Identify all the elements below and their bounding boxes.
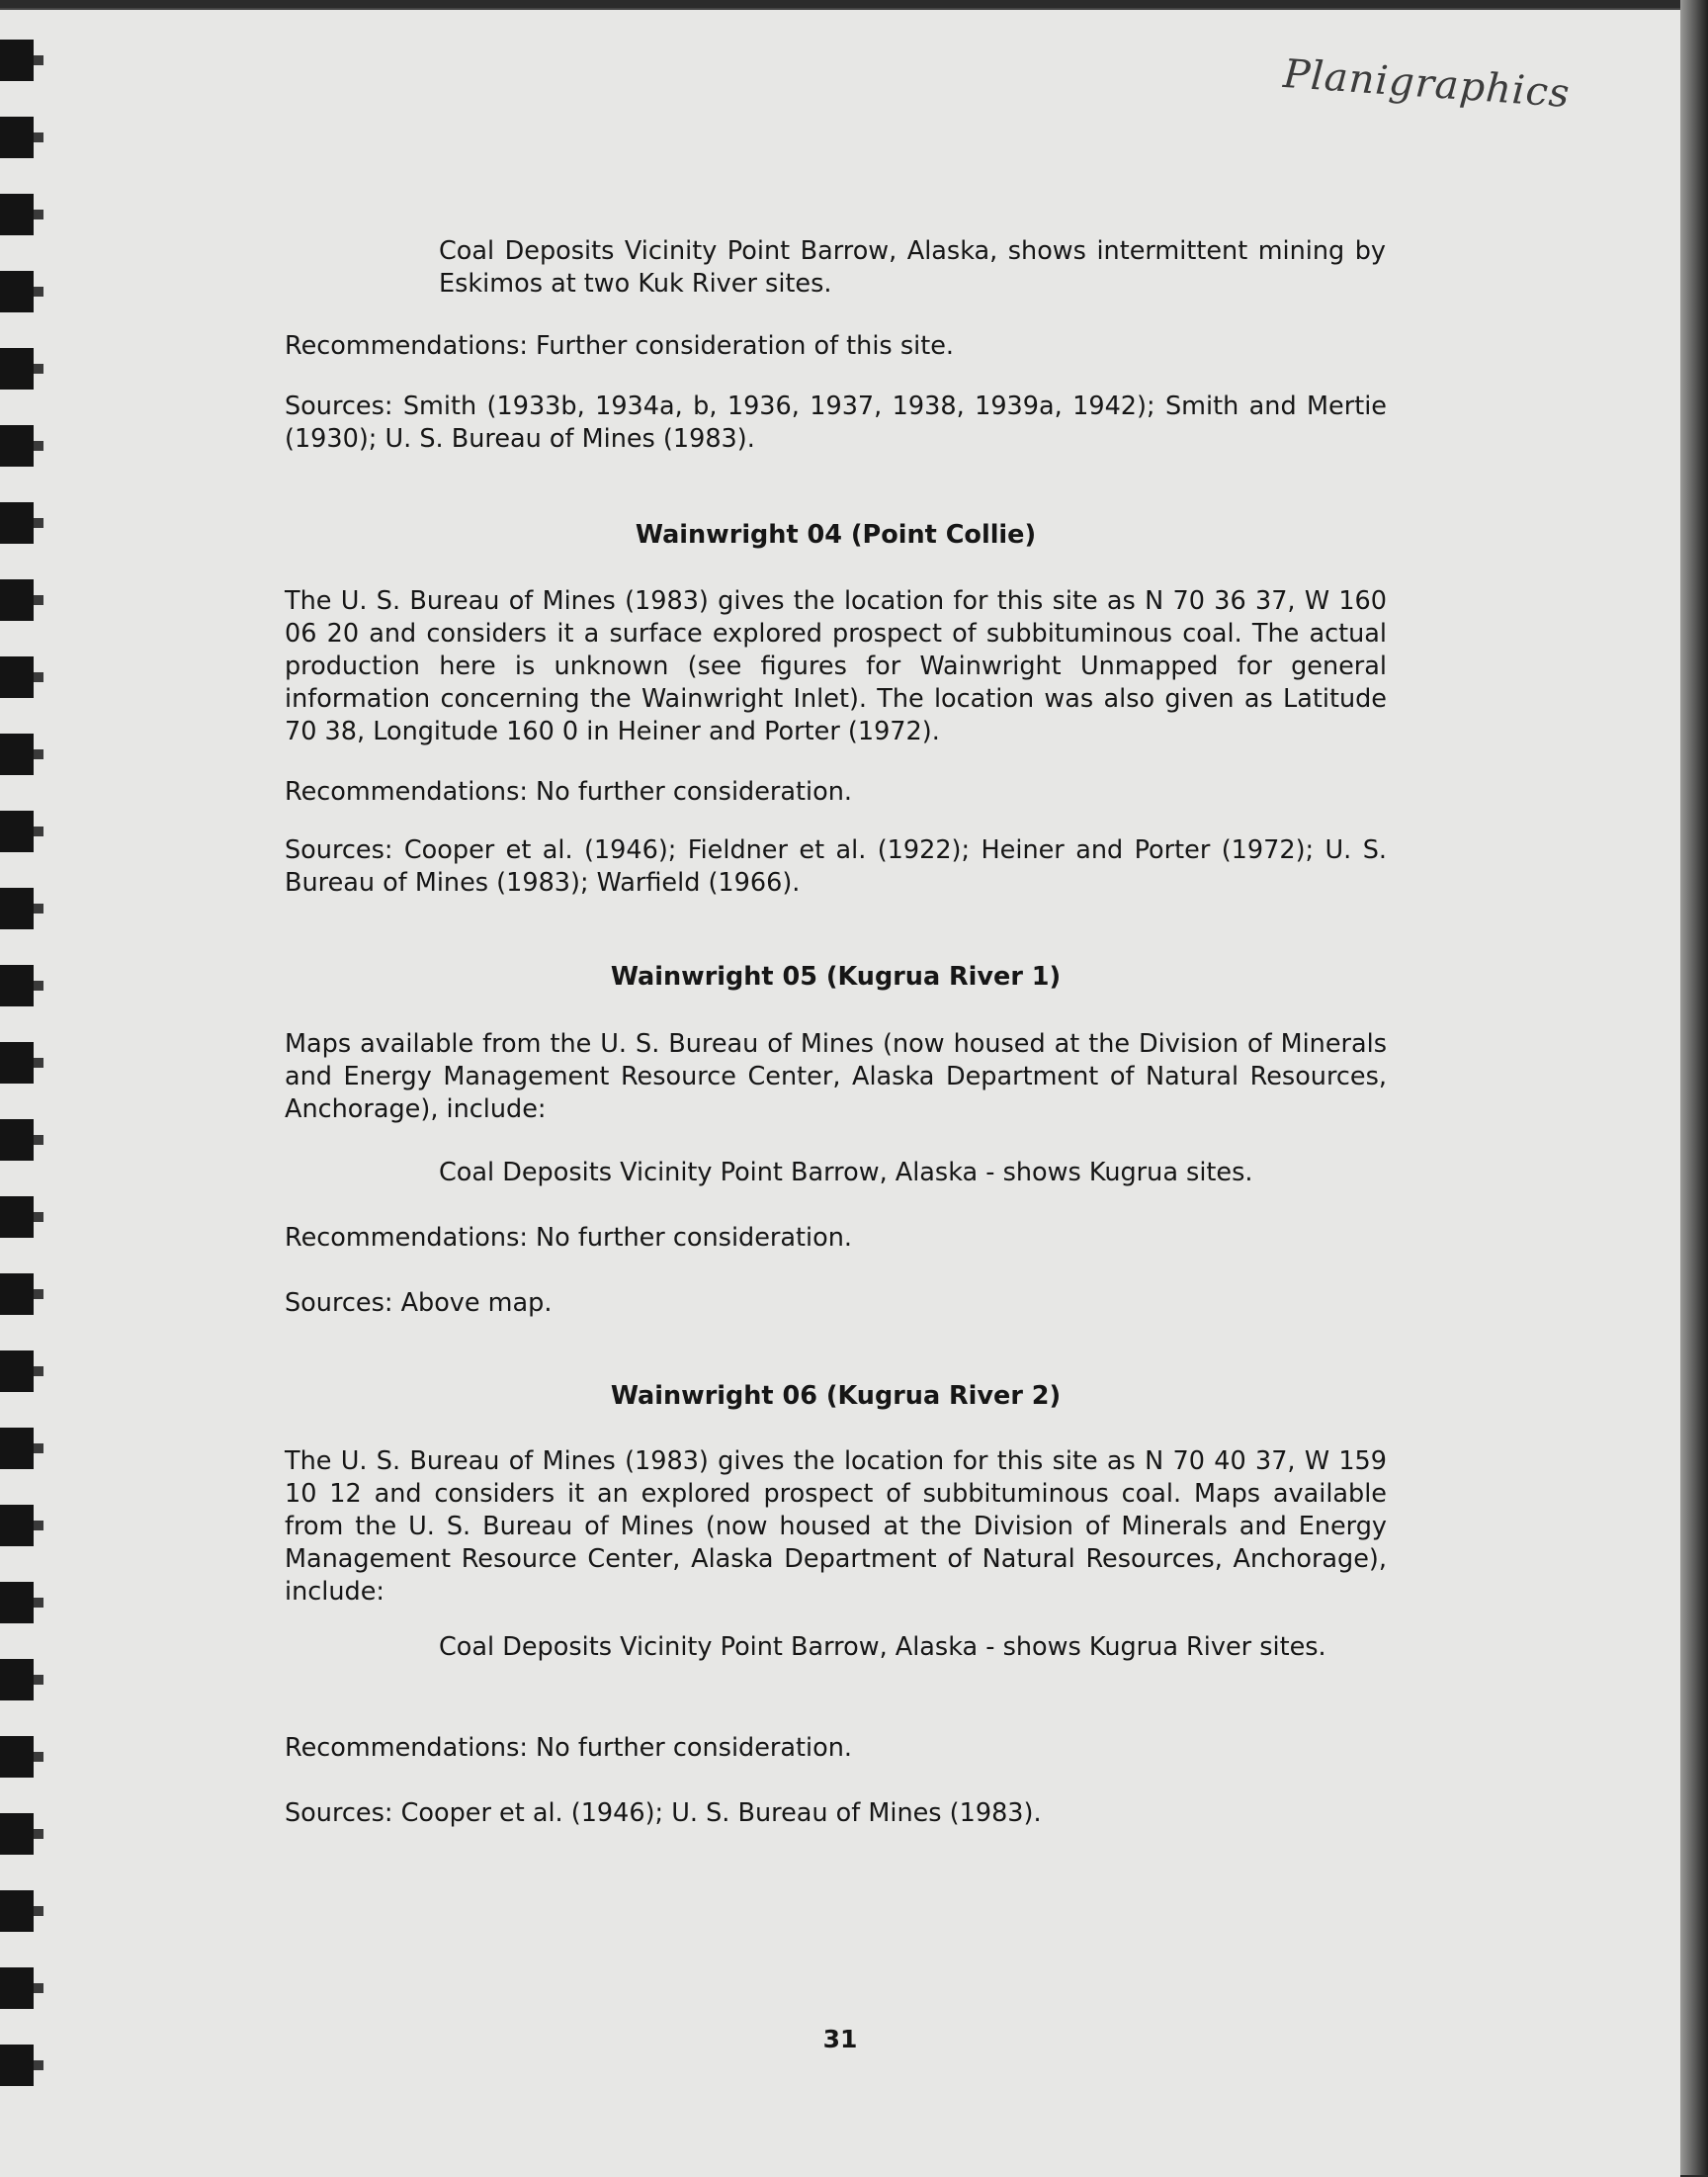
spiral-binding [0,40,40,2135]
handwritten-note: Planigraphics [1281,50,1573,118]
binding-hole [0,888,34,929]
sources: Sources: Cooper et al. (1946); U. S. Bureau of Mines (1983). [285,1798,1042,1828]
map-reference: Coal Deposits Vicinity Point Barrow, Alaska - shows Kugrua sites. [439,1158,1253,1187]
recommendations: Recommendations: No further consideration. [285,1223,852,1253]
binding-hole [0,1659,34,1700]
binding-hole [0,502,34,544]
binding-hole [0,1273,34,1315]
binding-hole [0,965,34,1006]
binding-hole [0,1428,34,1469]
binding-hole [0,1119,34,1161]
sources: Sources: Above map. [285,1288,553,1318]
binding-hole [0,1736,34,1778]
section-heading: Wainwright 06 (Kugrua River 2) [610,1381,1062,1411]
binding-hole [0,40,34,81]
binding-hole [0,1042,34,1084]
binding-hole [0,271,34,312]
section-heading: Wainwright 04 (Point Collie) [635,520,1037,550]
binding-hole [0,811,34,852]
binding-hole [0,1890,34,1932]
binding-hole [0,117,34,158]
page-edge-shadow [1680,0,1708,2175]
binding-hole [0,734,34,775]
sources: Sources: Cooper et al. (1946); Fieldner et al. (1922); Heiner and Porter (1972); U. S. Bureau of Mines (1983); Warfield (1966). [285,835,1387,898]
binding-hole [0,656,34,698]
binding-hole [0,1582,34,1623]
document-page [0,8,1680,2177]
binding-hole [0,1350,34,1392]
section-heading: Wainwright 05 (Kugrua River 1) [610,962,1062,992]
page-number: 31 [822,2025,858,2053]
body-paragraph: Maps available from the U. S. Bureau of Mines (now housed at the Division of Minerals and Energy Management Resource Center, Alaska Department of Natural Resources, Anchorage), include: [285,1029,1387,1124]
binding-hole [0,1813,34,1855]
body-paragraph: The U. S. Bureau of Mines (1983) gives the location for this site as N 70 40 37, W 159 10 12 and considers it an explored prospect of subbituminous coal. Maps available from the U. S. Bureau of Mines (now housed at the Division of Minerals and Energy Management Resource Center, Alaska Department of Natural Resources, Anchorage), include: [285,1446,1387,1607]
binding-hole [0,1196,34,1238]
map-reference: Coal Deposits Vicinity Point Barrow, Alaska, shows intermittent mining by Eskimos at two Kuk River sites. [439,236,1386,299]
sources: Sources: Smith (1933b, 1934a, b, 1936, 1937, 1938, 1939a, 1942); Smith and Mertie (1930); U. S. Bureau of Mines (1983). [285,392,1387,454]
binding-hole [0,194,34,235]
map-reference: Coal Deposits Vicinity Point Barrow, Alaska - shows Kugrua River sites. [439,1632,1326,1662]
binding-hole [0,1505,34,1546]
recommendations: Recommendations: Further consideration of this site. [285,331,954,361]
recommendations: Recommendations: No further consideration. [285,1733,852,1763]
binding-hole [0,579,34,621]
binding-hole [0,1967,34,2009]
binding-hole [0,348,34,390]
body-paragraph: The U. S. Bureau of Mines (1983) gives the location for this site as N 70 36 37, W 160 06 20 and considers it a surface explored prospect of subbituminous coal. The actual production here is unknown (see figures for Wainwright Unmapped for general information concerning the Wainwright Inlet). The location was also given as Latitude 70 38, Longitude 160 0 in Heiner and Porter (1972). [285,586,1387,746]
binding-hole [0,425,34,467]
recommendations: Recommendations: No further consideration. [285,777,852,807]
